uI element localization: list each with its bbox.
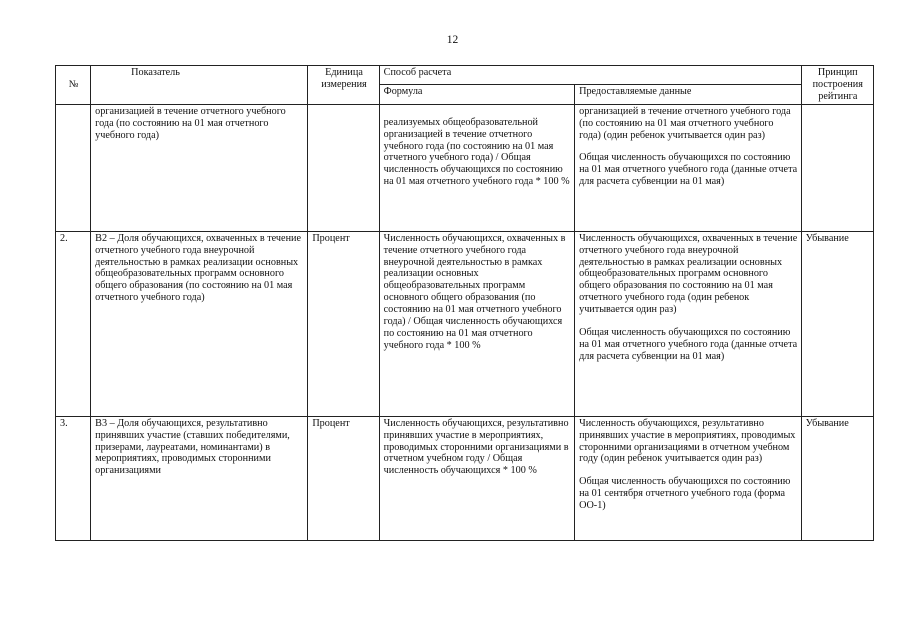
row-principle: Убывание <box>801 416 873 540</box>
provided-data-text: организацией в течение отчетного учебного года (по состоянию на 01 мая отчетного учебного года) (один ребенок учитывается один раз) <box>579 105 791 141</box>
row-formula: Численность обучающихся, результативно принявших участие в мероприятиях, проводимых сторонними организациями в отчетном учебном году / Общая численность обучающихся * 100 % <box>379 416 574 540</box>
header-formula: Формула <box>379 85 574 104</box>
row-indicator: организацией в течение отчетного учебного года (по состоянию на 01 мая отчетного учебного года) <box>91 104 308 231</box>
row-indicator: В3 – Доля обучающихся, результативно принявших участие (ставших победителями, призерами, лауреатами, номинантами) в мероприятиях, проводимых сторонними организациями <box>91 416 308 540</box>
formula-text: реализуемых общеобразовательной организацией в течение отчетного учебного года (по состоянию на 01 мая отчетного учебного года) / Общая численность обучающихся по состоянию на 01 мая отчетного учебного года * 100 % <box>383 116 570 188</box>
header-provided-data: Предоставляемые данные <box>575 85 801 104</box>
row-principle <box>801 104 873 231</box>
row-formula: Численность обучающихся, охваченных в течение отчетного учебного года внеурочной деятельностью в рамках реализации основных общеобразовательных программ основного общего образования (по состоянию на 01 мая отчетного учебного года) / Общая численность обучающихся по состоянию на 01 мая отчетного учебного года * 100 % <box>379 231 574 416</box>
provided-data-text: Численность обучающихся, результативно принявших участие в мероприятиях, проводимых сторонними организациями в отчетном учебном году (один ребенок учитывается один раз) <box>579 417 796 465</box>
provided-data-text: Общая численность обучающихся по состоянию на 01 мая отчетного учебного года (данные отчета для расчета субвенции на 01 мая) <box>579 327 798 362</box>
table-header-row <box>56 66 874 85</box>
provided-data-text: Численность обучающихся, охваченных в течение отчетного учебного года внеурочной деятельностью в рамках реализации основных общеобразовательных программ основного общего образования по состоянию на 01 мая отчетного учебного года (один ребенок учитывается один раз) <box>579 232 798 316</box>
row-num <box>56 104 91 231</box>
row-provided-data <box>575 416 801 540</box>
provided-data-text: Общая численность обучающихся по состоянию на 01 сентября отчетного учебного года (форма ОО-1) <box>579 476 791 512</box>
row-indicator: В2 – Доля обучающихся, охваченных в течение отчетного учебного года внеурочной деятельностью в рамках реализации основных общеобразовательных программ основного общего образования (по состоянию на 01 мая отчетного учебного года) <box>91 231 308 416</box>
header-method: Способ расчета <box>379 66 801 85</box>
row-provided-data <box>575 231 801 416</box>
row-num: 3. <box>56 416 91 540</box>
table-row <box>56 231 874 416</box>
header-num: № <box>56 66 91 105</box>
row-provided-data <box>575 104 801 231</box>
indicators-table <box>55 65 874 541</box>
table-row <box>56 104 874 231</box>
row-unit <box>308 104 379 231</box>
header-unit: Единица измерения <box>308 66 379 105</box>
row-num: 2. <box>56 231 91 416</box>
row-unit: Процент <box>308 416 379 540</box>
header-principle: Принцип построения рейтинга <box>801 66 873 105</box>
row-unit: Процент <box>308 231 379 416</box>
page-number: 12 <box>446 34 459 46</box>
header-indicator: Показатель <box>91 66 308 105</box>
table-row <box>56 416 874 540</box>
provided-data-text: Общая численность обучающихся по состоянию на 01 мая отчетного учебного года (данные отчета для расчета субвенции на 01 мая) <box>579 152 798 188</box>
row-formula <box>379 104 574 231</box>
row-principle: Убывание <box>801 231 873 416</box>
